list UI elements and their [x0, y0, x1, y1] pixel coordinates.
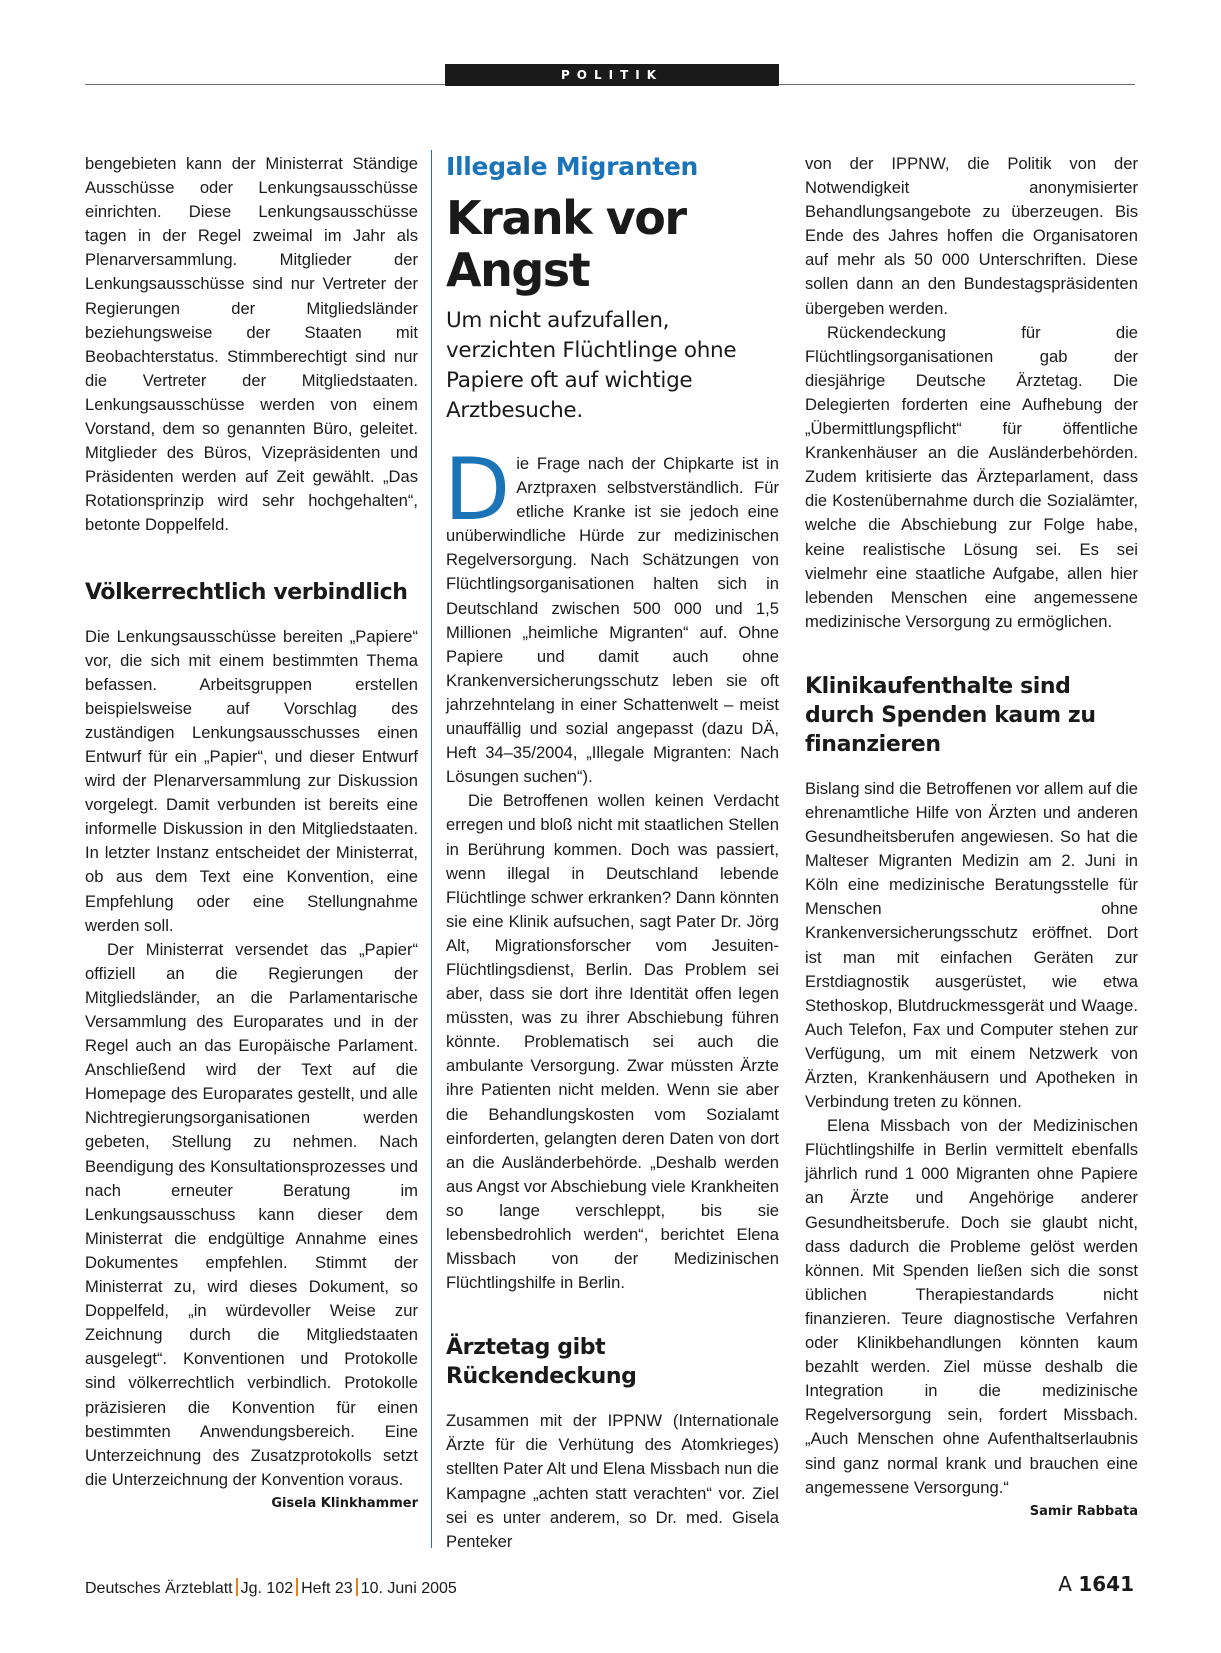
journal-name: Deutsches Ärzteblatt: [85, 1580, 233, 1597]
issue-date: 10. Juni 2005: [360, 1580, 457, 1597]
footer-separator: [296, 1578, 298, 1596]
section-label: POLITIK: [445, 64, 779, 86]
article-standfirst: Um nicht aufzufallen, verzichten Flüchtlinge ohne Papiere oft auf wichtige Arztbesuche.: [446, 308, 737, 423]
journal-issue: Heft 23: [301, 1580, 353, 1597]
col1-paragraph: Die Lenkungsausschüsse bereiten „Papiere“ vor, die sich mit einem bestimmten Thema befassen. Arbeitsgruppen erstellen beispielsweise auf Vorschlag des zuständigen Lenkungsausschusses einen Entwurf für ein „Papier“, und dieser Entwurf wird der Plenarversammlung zur Diskussion vorgelegt. Damit verbunden ist bereits eine informelle Diskussion in den Mitgliedstaaten. In letzter Instanz entscheidet der Ministerrat, ob aus dem Text eine Konvention, eine Empfehlung oder eine Stellungnahme werden soll.: [85, 626, 418, 935]
col2-paragraph: Die Betroffenen wollen keinen Verdacht erregen und bloß nicht mit staatlichen Stellen in Berührung kommen. Doch was passiert, wenn illegal in Deutschland lebende Flüchtlinge schwer erkranken? Dann könnten sie eine Klinik aufsuchen, sagt Pater Dr. Jörg Alt, Migrationsforscher vom Jesuiten-Flüchtlingsdienst, Berlin. Das Problem sei aber, dass sie dort ihre Identität offen legen müssten, was zu ihrer Abschiebung führen könnte. Problematisch sei auch die ambulante Versorgung. Zwar müssten Ärzte ihre Patienten nicht melden. Wenn sie aber die Behandlungskosten vom Sozialamt einforderten, gelangten deren Daten von dort an die Ausländerbehörde. „Deshalb werden aus Angst vor Abschiebung viele Krankheiten so lange verschleppt, bis sie lebensbedrohlich werden“, berichtet Elena Missbach von der Medizinischen Flüchtlingshilfe in Berlin.: [446, 791, 779, 1293]
column-1: [85, 152, 418, 1516]
article-kicker: Illegale Migranten: [446, 152, 699, 181]
column-2: [446, 152, 779, 1554]
article-headline: Krank vor Angst: [446, 191, 686, 297]
page-number-value: 1641: [1078, 1572, 1134, 1596]
col3-paragraph: von der IPPNW, die Politik von der Notwendigkeit anonymisierter Behandlungsangebote zu überzeugen. Bis Ende des Jahres hoffen die Organisatoren auf mehr als 50 000 Unterschriften. Diese sollen dann an den Bundestagspräsidenten übergeben werden.: [805, 154, 1138, 318]
page-prefix: A: [1058, 1572, 1072, 1596]
col2-paragraph: Zusammen mit der IPPNW (Internationale Ärzte für die Verhütung des Atomkrieges) stellten Pater Alt und Elena Missbach nun die Kampagne „achten statt verachten“ vor. Ziel sei es unter anderem, so Dr. med. Gisela Penteker: [446, 1411, 780, 1551]
col3-paragraph: Rückendeckung für die Flüchtlingsorganisationen gab der diesjährige Deutsche Ärztetag. Die Delegierten forderten eine Aufhebung der „Übermittlungspflicht“ für öffentliche Krankenhäuser an die Ausländerbehörden. Zudem kritisierte das Ärzteparlament, dass die Kostenübernahme durch die Sozialämter, welche die Abschiebung zur Folge habe, keine realistische Lösung sei. Es sei vielmehr eine staatliche Aufgabe, allen hier lebenden Menschen eine angemessene medizinische Versorgung zu ermöglichen.: [805, 322, 1138, 631]
footer-separator: [236, 1578, 238, 1596]
footer-separator: [356, 1578, 358, 1596]
col3-paragraph-with-byline: [805, 1114, 1138, 1519]
drop-cap: D: [444, 440, 511, 540]
col3-paragraph-text: Elena Missbach von der Medizinischen Flüchtlingshilfe in Berlin vermittelt ebenfalls jährlich rund 1 000 Migranten ohne Papiere an Ärzte und Angehörige anderer Gesundheitsberufe. Doch sie glaubt nicht, dass dadurch die Probleme gelöst werden können. Mit Spenden ließen sich die sonst üblichen Therapiestandards nicht finanzieren. Teure diagnostische Verfahren oder Klinikbehandlungen könnten kaum bezahlt werden. Ziel müsse deshalb die Integration in die medizinische Regelversorgung sein, fordert Missbach. „Auch Menschen ohne Aufenthaltserlaubnis sind ganz normal krank und brauchen eine angemessene Versorgung.“: [805, 1116, 1138, 1497]
column-divider: [431, 150, 432, 1548]
col3-paragraph: Bislang sind die Betroffenen vor allem auf die ehrenamtliche Hilfe von Ärzten und anderen Gesundheitsberufen angewiesen. So hat die Malteser Migranten Medizin am 2. Juni in Köln eine medizinische Beratungsstelle für Menschen ohne Krankenversicherungsschutz eröffnet. Dort ist man mit einfachen Geräten zur Erstdiagnostik ausgerüstet, wie etwa Stethoskop, Blutdruckmessgerät und Waage. Auch Telefon, Fax und Computer stehen zur Verfügung, um mit einem Netzwerk von Ärzten, Krankenhäusern und Apotheken in Verbindung treten zu können.: [805, 778, 1138, 1112]
col2-subheading: Ärztetag gibt Rückendeckung: [446, 1335, 637, 1390]
col1-paragraph: bengebieten kann der Ministerrat Ständige Ausschüsse oder Lenkungsausschüsse einrichten. Diese Lenkungsausschüsse tagen in der Regel zweimal im Jahr als Plenarversammlung. Mitglieder der Lenkungsausschüsse sind nur Vertreter der Regierungen der Mitgliedsländer beziehungsweise der Staaten mit Beobachterstatus. Stimmberechtigt sind nur die Vertreter der Mitgliedstaaten. Lenkungsausschüsse werden von einem Vorstand, dem so genannten Büro, geleitet. Mitglieder des Büros, Vizepräsidenten und Präsidenten werden auf Zeit gewählt. „Das Rotationsprinzip wird sehr hochgehalten“, betonte Doppelfeld.: [85, 154, 418, 535]
lead-paragraph-text: ie Frage nach der Chipkarte ist in Arztpraxen selbstverständlich. Für etliche Kranke ist sie jedoch eine unüberwindliche Hürde zur medizinischen Regelversorgung. Nach Schätzungen von Flüchtlingsorganisationen halten sich in Deutschland zwischen 500 000 und 1,5 Millionen „heimliche Migranten“ auf. Ohne Papiere und damit auch ohne Krankenversicherungsschutz leben sie oft jahrzehntelang in einer Schattenwelt – meist unauffällig und sozial angepasst (dazu DÄ, Heft 34–35/2004, „Illegale Migranten: Nach Lösungen suchen“).: [446, 454, 779, 787]
page-number: [1058, 1572, 1134, 1596]
column-3: [805, 152, 1138, 1524]
col1-paragraph-text: Der Ministerrat versendet das „Papier“ offiziell an die Regierungen der Mitgliedsländer, an die Parlamentarische Versammlung des Europarates und in der Regel auch an das Europäische Parlament. Anschließend wird der Text auf die Homepage des Europarates gestellt, und alle Nichtregierungsorganisationen werden gebeten, Stellung zu nehmen. Nach Beendigung des Konsultationsprozesses und nach erneuter Beratung im Lenkungsausschuss kann dieser dem Ministerrat die endgültige Annahme eines Dokumentes empfehlen. Stimmt der Ministerrat zu, wird dieses Dokument, so Doppelfeld, „in würdevoller Weise zur Zeichnung durch die Mitgliedstaaten ausgelegt“. Konventionen und Protokolle sind völkerrechtlich verbindlich. Protokolle präzisieren die Konvention für einen bestimmten Anwendungsbereich. Eine Unterzeichnung des Zusatzprotokolls setzt die Unterzeichnung der Konvention voraus.: [85, 939, 418, 1489]
col1-subheading: Völkerrechtlich verbindlich: [85, 579, 408, 605]
page-footer: [85, 1578, 457, 1598]
col1-paragraph-with-byline: [85, 938, 418, 1511]
col3-subheading: Klinikaufenthalte sind durch Spenden kaum zu finanzieren: [805, 673, 1096, 757]
journal-volume: Jg. 102: [240, 1580, 294, 1597]
author-byline: Gisela Klinkhammer: [271, 1495, 418, 1511]
lead-paragraph: [444, 440, 779, 789]
author-byline: Samir Rabbata: [1029, 1503, 1138, 1519]
